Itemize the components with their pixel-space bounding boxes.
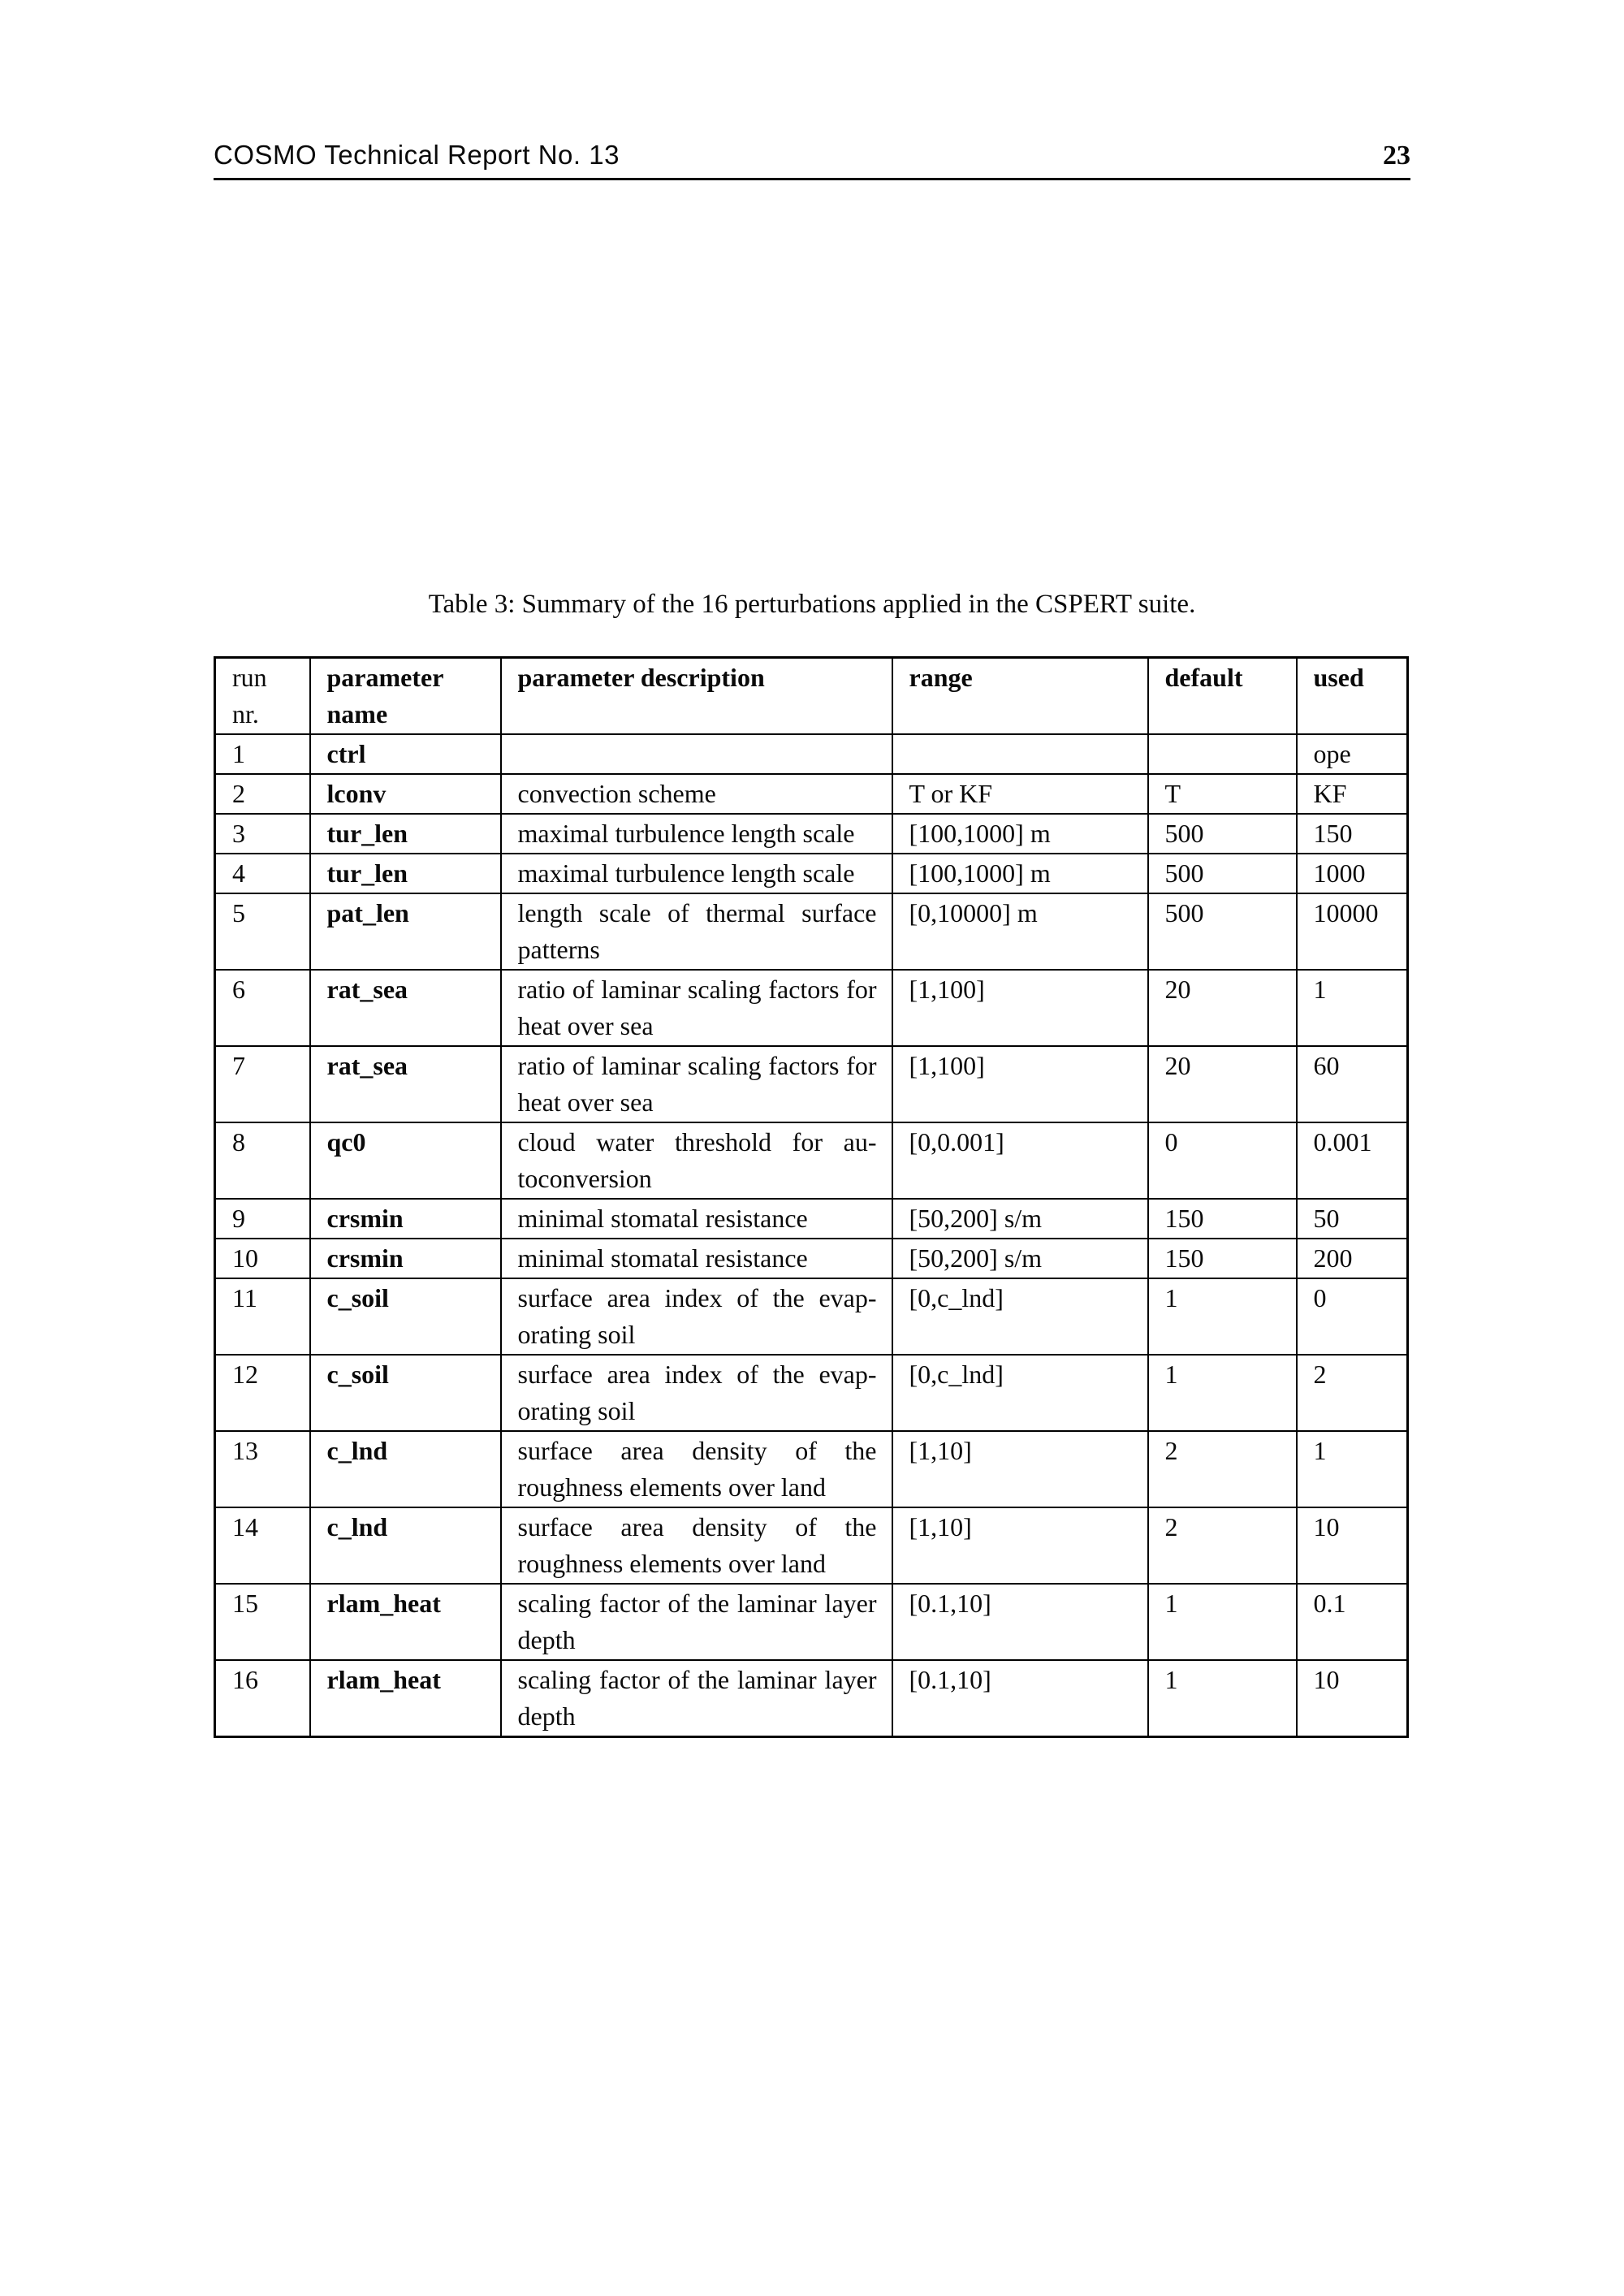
table-row (215, 1507, 1408, 1584)
table-row (215, 734, 1408, 774)
column-header-parameter-name: parameter name (310, 658, 501, 735)
table-row (215, 1431, 1408, 1507)
table-row (215, 774, 1408, 814)
parameter-name-cell: crsmin (310, 1199, 501, 1239)
parameter-description-cell: ratio of laminar scaling factors for heat over sea (501, 970, 892, 1046)
range-cell: [50,200] s/m (892, 1239, 1148, 1278)
parameter-name-cell: c_soil (310, 1355, 501, 1431)
column-header-range: range (892, 658, 1148, 735)
table-row (215, 1199, 1408, 1239)
parameter-name-cell: crsmin (310, 1239, 501, 1278)
parameter-name-cell: c_lnd (310, 1507, 501, 1584)
run-nr-cell: 12 (215, 1355, 310, 1431)
page-header (214, 140, 1410, 171)
default-cell: 0 (1148, 1122, 1297, 1199)
run-nr-cell: 9 (215, 1199, 310, 1239)
run-nr-cell: 14 (215, 1507, 310, 1584)
table-header-row (215, 658, 1408, 735)
used-cell: 10 (1297, 1660, 1408, 1737)
used-cell: 0.001 (1297, 1122, 1408, 1199)
parameter-description-cell: scaling factor of the laminar layer depth (501, 1660, 892, 1737)
default-cell: 1 (1148, 1355, 1297, 1431)
parameter-description-cell: cloud water threshold for autoconversion (501, 1122, 892, 1199)
range-cell: [0,0.001] (892, 1122, 1148, 1199)
table-row (215, 1584, 1408, 1660)
run-nr-cell: 10 (215, 1239, 310, 1278)
parameter-description-cell: surface area density of the roughness elements over land (501, 1507, 892, 1584)
range-cell: [0,c_lnd] (892, 1355, 1148, 1431)
default-cell: 20 (1148, 970, 1297, 1046)
parameter-description-cell (501, 734, 892, 774)
range-cell: [0.1,10] (892, 1660, 1148, 1737)
parameter-name-cell: lconv (310, 774, 501, 814)
parameter-description-cell: convection scheme (501, 774, 892, 814)
range-cell: [50,200] s/m (892, 1199, 1148, 1239)
default-cell (1148, 734, 1297, 774)
header-title: COSMO Technical Report No. 13 (214, 140, 620, 170)
default-cell: 150 (1148, 1239, 1297, 1278)
range-cell: [1,10] (892, 1431, 1148, 1507)
run-nr-cell: 1 (215, 734, 310, 774)
table-row (215, 854, 1408, 893)
used-cell: ope (1297, 734, 1408, 774)
range-cell: [0.1,10] (892, 1584, 1148, 1660)
range-cell: [0,c_lnd] (892, 1278, 1148, 1355)
table-row (215, 1239, 1408, 1278)
run-nr-cell: 5 (215, 893, 310, 970)
parameter-description-cell: maximal turbulence length scale (501, 854, 892, 893)
page-number: 23 (1383, 141, 1410, 171)
parameter-description-cell: length scale of thermal surface patterns (501, 893, 892, 970)
default-cell: 1 (1148, 1660, 1297, 1737)
default-cell: 500 (1148, 814, 1297, 854)
table-row (215, 1278, 1408, 1355)
column-header-run-nr: run nr. (215, 658, 310, 735)
parameter-name-cell: rat_sea (310, 970, 501, 1046)
default-cell: 2 (1148, 1507, 1297, 1584)
default-cell: 1 (1148, 1584, 1297, 1660)
parameter-name-cell: ctrl (310, 734, 501, 774)
parameter-name-cell: tur_len (310, 814, 501, 854)
used-cell: KF (1297, 774, 1408, 814)
range-cell: [100,1000] m (892, 854, 1148, 893)
column-header-parameter-description: parameter description (501, 658, 892, 735)
header-rule (214, 178, 1410, 180)
parameter-name-cell: c_soil (310, 1278, 501, 1355)
table-row (215, 1355, 1408, 1431)
default-cell: T (1148, 774, 1297, 814)
parameter-description-cell: surface area index of the evaporating soil (501, 1355, 892, 1431)
used-cell: 1000 (1297, 854, 1408, 893)
run-nr-cell: 15 (215, 1584, 310, 1660)
used-cell: 1 (1297, 1431, 1408, 1507)
default-cell: 20 (1148, 1046, 1297, 1122)
column-header-used: used (1297, 658, 1408, 735)
used-cell: 10000 (1297, 893, 1408, 970)
table-row (215, 1046, 1408, 1122)
table-row (215, 1660, 1408, 1737)
range-cell: [1,100] (892, 970, 1148, 1046)
parameter-description-cell: surface area density of the roughness elements over land (501, 1431, 892, 1507)
run-nr-cell: 2 (215, 774, 310, 814)
used-cell: 1 (1297, 970, 1408, 1046)
table-row (215, 893, 1408, 970)
range-cell: [100,1000] m (892, 814, 1148, 854)
run-nr-cell: 3 (215, 814, 310, 854)
parameter-description-cell: ratio of laminar scaling factors for heat over sea (501, 1046, 892, 1122)
range-cell: [1,100] (892, 1046, 1148, 1122)
used-cell: 50 (1297, 1199, 1408, 1239)
run-nr-cell: 16 (215, 1660, 310, 1737)
parameter-description-cell: surface area index of the evaporating soil (501, 1278, 892, 1355)
used-cell: 0 (1297, 1278, 1408, 1355)
parameter-name-cell: qc0 (310, 1122, 501, 1199)
run-nr-cell: 13 (215, 1431, 310, 1507)
range-cell (892, 734, 1148, 774)
parameter-name-cell: rlam_heat (310, 1660, 501, 1737)
table-row (215, 970, 1408, 1046)
range-cell: T or KF (892, 774, 1148, 814)
parameter-name-cell: c_lnd (310, 1431, 501, 1507)
parameter-name-cell: pat_len (310, 893, 501, 970)
perturbations-table (214, 656, 1409, 1738)
used-cell: 200 (1297, 1239, 1408, 1278)
parameter-name-cell: rat_sea (310, 1046, 501, 1122)
default-cell: 500 (1148, 893, 1297, 970)
range-cell: [1,10] (892, 1507, 1148, 1584)
parameter-description-cell: minimal stomatal resistance (501, 1239, 892, 1278)
used-cell: 0.1 (1297, 1584, 1408, 1660)
table-caption: Table 3: Summary of the 16 perturbations applied in the CSPERT suite. (428, 590, 1196, 619)
run-nr-cell: 8 (215, 1122, 310, 1199)
parameter-name-cell: rlam_heat (310, 1584, 501, 1660)
parameter-name-cell: tur_len (310, 854, 501, 893)
parameter-description-cell: maximal turbulence length scale (501, 814, 892, 854)
table-row (215, 814, 1408, 854)
run-nr-cell: 7 (215, 1046, 310, 1122)
run-nr-cell: 6 (215, 970, 310, 1046)
run-nr-cell: 11 (215, 1278, 310, 1355)
used-cell: 2 (1297, 1355, 1408, 1431)
table-row (215, 1122, 1408, 1199)
parameter-description-cell: scaling factor of the laminar layer depth (501, 1584, 892, 1660)
range-cell: [0,10000] m (892, 893, 1148, 970)
used-cell: 60 (1297, 1046, 1408, 1122)
used-cell: 150 (1297, 814, 1408, 854)
default-cell: 150 (1148, 1199, 1297, 1239)
parameter-description-cell: minimal stomatal resistance (501, 1199, 892, 1239)
column-header-default: default (1148, 658, 1297, 735)
used-cell: 10 (1297, 1507, 1408, 1584)
run-nr-cell: 4 (215, 854, 310, 893)
default-cell: 500 (1148, 854, 1297, 893)
default-cell: 1 (1148, 1278, 1297, 1355)
default-cell: 2 (1148, 1431, 1297, 1507)
